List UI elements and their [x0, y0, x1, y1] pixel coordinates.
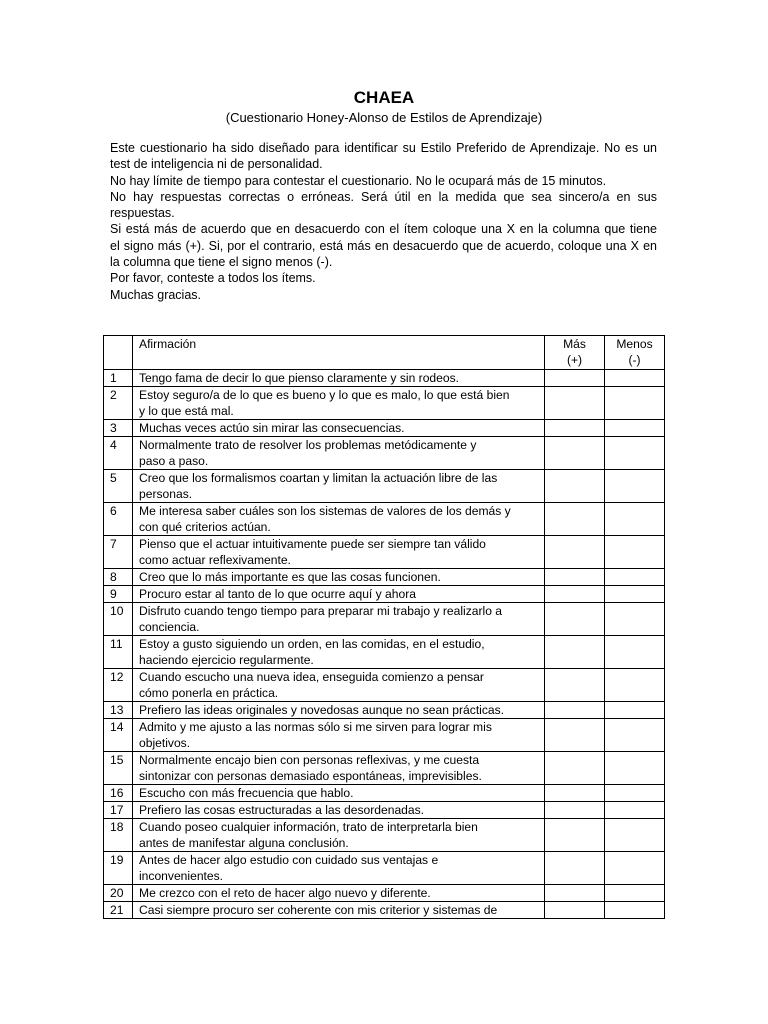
item-number: 3 — [104, 420, 133, 437]
mas-answer-cell[interactable] — [545, 819, 605, 852]
item-statement — [133, 819, 545, 852]
table-row — [104, 387, 665, 420]
item-statement-line: cómo ponerla en práctica. — [139, 686, 279, 700]
item-statement — [133, 669, 545, 702]
instruction-line: Este cuestionario ha sido diseñado para identificar su Estilo Preferido de Aprendizaje. No es un — [110, 141, 657, 155]
menos-answer-cell[interactable] — [605, 370, 665, 387]
table-row — [104, 752, 665, 785]
item-statement-line: Tengo fama de decir lo que pienso claramente y sin rodeos. — [139, 371, 459, 385]
item-number: 4 — [104, 437, 133, 470]
item-statement-line: Cuando escucho una nueva idea, enseguida comienzo a pensar — [139, 670, 484, 684]
item-statement — [133, 852, 545, 885]
document-title: CHAEA — [353, 88, 415, 107]
item-statement-line: conciencia. — [139, 620, 200, 634]
table-row — [104, 586, 665, 603]
mas-answer-cell[interactable] — [545, 536, 605, 569]
mas-header-sign: (+) — [566, 353, 583, 367]
mas-answer-cell[interactable] — [545, 586, 605, 603]
mas-answer-cell[interactable] — [545, 569, 605, 586]
item-statement-line: Prefiero las cosas estructuradas a las desordenadas. — [139, 803, 425, 817]
item-number: 9 — [104, 586, 133, 603]
item-statement — [133, 420, 545, 437]
menos-answer-cell[interactable] — [605, 719, 665, 752]
item-statement-line: Antes de hacer algo estudio con cuidado sus ventajas e — [139, 853, 439, 867]
mas-answer-cell[interactable] — [545, 885, 605, 902]
item-number: 14 — [104, 719, 133, 752]
item-statement-line: Muchas veces actúo sin mirar las consecuencias. — [139, 421, 405, 435]
item-statement-line: Me crezco con el reto de hacer algo nuevo y diferente. — [139, 886, 431, 900]
menos-answer-cell[interactable] — [605, 437, 665, 470]
instruction-line: No hay respuestas correctas o erróneas. Será útil en la medida que sea sincero/a en sus — [110, 189, 657, 204]
item-statement — [133, 470, 545, 503]
table-row — [104, 702, 665, 719]
menos-answer-cell[interactable] — [605, 586, 665, 603]
mas-answer-cell[interactable] — [545, 752, 605, 785]
item-statement-line: y lo que está mal. — [139, 404, 234, 418]
table-header-row — [104, 336, 665, 370]
item-number: 11 — [104, 636, 133, 669]
menos-header-label: Menos — [616, 337, 653, 351]
item-statement-line: Normalmente encajo bien con personas reflexivas, y me cuesta — [139, 753, 480, 767]
item-statement-line: Creo que los formalismos coartan y limitan la actuación libre de las — [139, 471, 498, 485]
item-number: 2 — [104, 387, 133, 420]
item-statement-line: inconvenientes. — [139, 869, 224, 883]
menos-answer-cell[interactable] — [605, 802, 665, 819]
table-row — [104, 852, 665, 885]
mas-header-label: Más — [563, 337, 586, 351]
instruction-line: No hay límite de tiempo para contestar el cuestionario. No le ocupará más de 15 minutos. — [110, 173, 607, 188]
item-number: 13 — [104, 702, 133, 719]
mas-answer-cell[interactable] — [545, 702, 605, 719]
mas-answer-cell[interactable] — [545, 437, 605, 470]
mas-answer-cell[interactable] — [545, 802, 605, 819]
menos-answer-cell[interactable] — [605, 902, 665, 919]
mas-answer-cell[interactable] — [545, 852, 605, 885]
menos-answer-cell[interactable] — [605, 819, 665, 852]
instruction-line: Muchas gracias. — [110, 287, 202, 302]
mas-answer-cell[interactable] — [545, 420, 605, 437]
item-number: 16 — [104, 785, 133, 802]
item-statement — [133, 370, 545, 387]
item-statement — [133, 503, 545, 536]
menos-answer-cell[interactable] — [605, 387, 665, 420]
instruction-line: el signo más (+). Si, por el contrario, está más en desacuerdo que de acuerdo, coloque una X en — [110, 238, 657, 253]
document-subtitle: (Cuestionario Honey-Alonso de Estilos de Aprendizaje) — [225, 110, 543, 125]
item-statement-line: Procuro estar al tanto de lo que ocurre aquí y ahora — [139, 587, 416, 601]
item-number: 12 — [104, 669, 133, 702]
mas-answer-cell[interactable] — [545, 603, 605, 636]
table-row — [104, 636, 665, 669]
table-row — [104, 669, 665, 702]
statement-column-header — [133, 336, 545, 370]
menos-header-sign: (-) — [628, 353, 641, 367]
item-number: 15 — [104, 752, 133, 785]
item-statement — [133, 885, 545, 902]
item-number: 5 — [104, 470, 133, 503]
mas-answer-cell[interactable] — [545, 370, 605, 387]
menos-column-header — [605, 336, 665, 370]
item-number: 10 — [104, 603, 133, 636]
item-statement-line: Estoy a gusto siguiendo un orden, en las comidas, en el estudio, — [139, 637, 485, 651]
item-statement — [133, 752, 545, 785]
item-statement-line: Cuando poseo cualquier información, trato de interpretarla bien — [139, 820, 478, 834]
table-row — [104, 437, 665, 470]
menos-answer-cell[interactable] — [605, 885, 665, 902]
menos-answer-cell[interactable] — [605, 702, 665, 719]
item-statement-line: Creo que lo más importante es que las cosas funcionen. — [139, 570, 441, 584]
item-statement-line: antes de manifestar alguna conclusión. — [139, 836, 349, 850]
mas-answer-cell[interactable] — [545, 902, 605, 919]
menos-answer-cell[interactable] — [605, 636, 665, 669]
item-number: 19 — [104, 852, 133, 885]
instruction-line: test de inteligencia ni de personalidad. — [110, 157, 323, 172]
item-statement — [133, 437, 545, 470]
table-row — [104, 802, 665, 819]
number-column-header — [104, 336, 133, 370]
table-row — [104, 785, 665, 802]
item-statement-line: Pienso que el actuar intuitivamente puede ser siempre tan válido — [139, 537, 486, 551]
item-statement — [133, 785, 545, 802]
mas-column-header — [545, 336, 605, 370]
mas-answer-cell[interactable] — [545, 387, 605, 420]
table-row — [104, 569, 665, 586]
mas-answer-cell[interactable] — [545, 785, 605, 802]
item-statement — [133, 536, 545, 569]
item-statement-line: Normalmente trato de resolver los problemas metódicamente y — [139, 438, 477, 452]
menos-answer-cell[interactable] — [605, 569, 665, 586]
table-row — [104, 719, 665, 752]
item-statement-line: como actuar reflexivamente. — [139, 553, 291, 567]
item-number: 7 — [104, 536, 133, 569]
instruction-line: la columna que tiene el signo menos (-). — [110, 255, 333, 270]
item-statement — [133, 702, 545, 719]
item-number: 6 — [104, 503, 133, 536]
item-statement-line: Me interesa saber cuáles son los sistemas de valores de los demás y — [139, 504, 511, 518]
item-statement-line: Prefiero las ideas originales y novedosas aunque no sean prácticas. — [139, 703, 505, 717]
item-statement — [133, 636, 545, 669]
item-statement — [133, 569, 545, 586]
table-row — [104, 470, 665, 503]
instruction-line: Si está más de acuerdo que en desacuerdo con el ítem coloque una X en la columna que tiene — [110, 222, 657, 237]
item-statement-line: objetivos. — [139, 736, 191, 750]
item-statement-line: Escucho con más frecuencia que hablo. — [139, 786, 354, 800]
item-number: 1 — [104, 370, 133, 387]
table-row — [104, 420, 665, 437]
item-number: 17 — [104, 802, 133, 819]
item-number: 8 — [104, 569, 133, 586]
item-statement-line: con qué criterios actúan. — [139, 520, 271, 534]
item-statement-line: personas. — [139, 487, 193, 501]
mas-answer-cell[interactable] — [545, 669, 605, 702]
menos-answer-cell[interactable] — [605, 536, 665, 569]
item-statement-line: sintonizar con personas demasiado espontáneas, imprevisibles. — [139, 769, 482, 783]
table-row — [104, 536, 665, 569]
item-statement — [133, 802, 545, 819]
menos-answer-cell[interactable] — [605, 470, 665, 503]
item-statement-line: Estoy seguro/a de lo que es bueno y lo que es malo, lo que está bien — [139, 388, 510, 402]
item-statement — [133, 586, 545, 603]
item-number: 18 — [104, 819, 133, 852]
table-row — [104, 370, 665, 387]
item-statement — [133, 719, 545, 752]
mas-answer-cell[interactable] — [545, 503, 605, 536]
instruction-line: Por favor, conteste a todos los ítems. — [110, 271, 316, 286]
item-statement-line: Admito y me ajusto a las normas sólo si me sirven para lograr mis — [139, 720, 492, 734]
item-number: 21 — [104, 902, 133, 919]
item-statement — [133, 603, 545, 636]
menos-answer-cell[interactable] — [605, 420, 665, 437]
mas-answer-cell[interactable] — [545, 636, 605, 669]
menos-answer-cell[interactable] — [605, 669, 665, 702]
table-row — [104, 902, 665, 919]
table-row — [104, 503, 665, 536]
item-statement-line: haciendo ejercicio regularmente. — [139, 653, 314, 667]
instruction-line: respuestas. — [110, 206, 175, 221]
table-row — [104, 885, 665, 902]
table-row — [104, 603, 665, 636]
instructions-paragraph — [110, 140, 657, 303]
menos-answer-cell[interactable] — [605, 785, 665, 802]
item-statement-line: paso a paso. — [139, 454, 209, 468]
item-statement-line: Disfruto cuando tengo tiempo para preparar mi trabajo y realizarlo a — [139, 604, 503, 618]
item-number: 20 — [104, 885, 133, 902]
menos-answer-cell[interactable] — [605, 752, 665, 785]
table-row — [104, 819, 665, 852]
item-statement-line: Casi siempre procuro ser coherente con mis criterior y sistemas de — [139, 903, 498, 917]
item-statement — [133, 387, 545, 420]
item-statement — [133, 902, 545, 919]
menos-answer-cell[interactable] — [605, 603, 665, 636]
menos-answer-cell[interactable] — [605, 503, 665, 536]
menos-answer-cell[interactable] — [605, 852, 665, 885]
statement-header-label: Afirmación — [139, 337, 197, 351]
mas-answer-cell[interactable] — [545, 470, 605, 503]
mas-answer-cell[interactable] — [545, 719, 605, 752]
questionnaire-table — [103, 335, 665, 919]
